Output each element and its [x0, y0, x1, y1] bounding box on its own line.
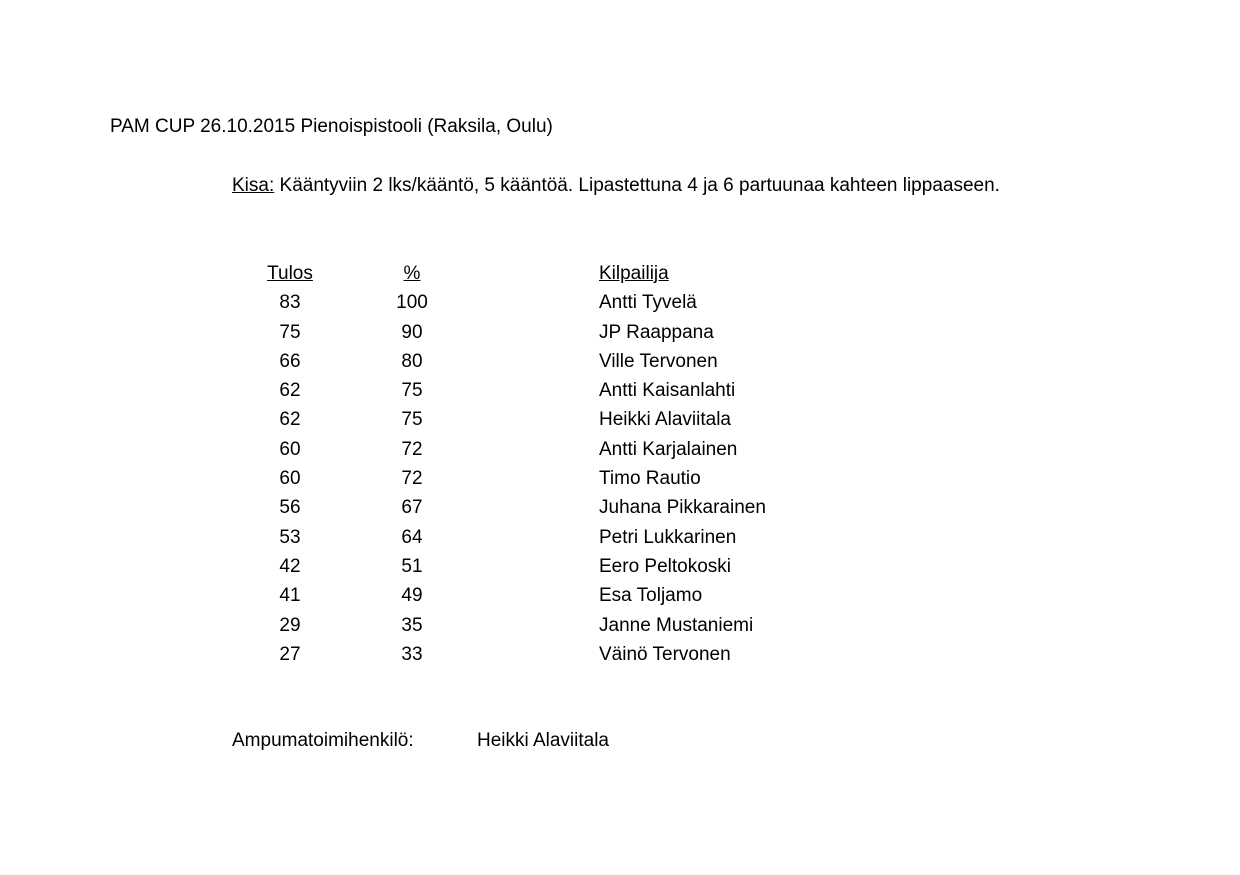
competitor-name-cell: Antti Karjalainen	[599, 438, 738, 460]
score-cell: 60	[279, 438, 301, 460]
competitor-name-cell: Timo Rautio	[599, 468, 701, 490]
score-cell: 83	[279, 292, 301, 314]
competitor-name-cell: Antti Tyvelä	[599, 292, 697, 314]
score-cell: 75	[279, 321, 301, 343]
competitor-name-cell: Janne Mustaniemi	[599, 614, 754, 636]
score-cell: 27	[279, 643, 301, 665]
competitor-name-cell: Heikki Alaviitala	[599, 409, 731, 431]
percent-cell: 49	[401, 585, 423, 607]
percent-cell: 75	[401, 380, 423, 402]
official-name: Heikki Alaviitala	[477, 730, 609, 751]
score-cell: 41	[279, 585, 301, 607]
score-cell: 66	[279, 350, 301, 372]
percent-cell: 72	[401, 438, 423, 460]
competition-description	[232, 175, 1000, 197]
score-cell: 42	[279, 555, 301, 577]
percent-cell: 100	[396, 292, 428, 314]
competitor-name-cell: JP Raappana	[599, 321, 714, 343]
percent-cell: 33	[401, 643, 423, 665]
percent-cell: 35	[401, 614, 423, 636]
header-score: Tulos	[267, 263, 313, 284]
percent-cell: 64	[401, 526, 423, 548]
percent-cell: 75	[401, 409, 423, 431]
header-competitor: Kilpailija	[599, 263, 669, 284]
footer	[232, 730, 609, 752]
competitor-name-cell: Eero Peltokoski	[599, 555, 732, 577]
score-cell: 29	[279, 614, 301, 636]
official-label: Ampumatoimihenkilö:	[232, 730, 414, 751]
competitor-name-cell: Väinö Tervonen	[599, 643, 731, 665]
percent-cell: 90	[401, 321, 423, 343]
description-label: Kisa:	[232, 175, 275, 196]
score-cell: 62	[279, 409, 301, 431]
percent-cell: 51	[401, 555, 423, 577]
score-cell: 56	[279, 497, 301, 519]
header-percent: %	[403, 263, 421, 284]
page-title: PAM CUP 26.10.2015 Pienoispistooli (Raksila, Oulu)	[110, 116, 553, 137]
score-cell: 53	[279, 526, 301, 548]
competitor-name-cell: Petri Lukkarinen	[599, 526, 737, 548]
percent-cell: 67	[401, 497, 423, 519]
competitor-name-cell: Antti Kaisanlahti	[599, 380, 736, 402]
description-text: Kääntyviin 2 lks/kääntö, 5 kääntöä. Lipastettuna 4 ja 6 partuunaa kahteen lippaaseen.	[274, 175, 1000, 196]
competitor-name-cell: Ville Tervonen	[599, 350, 718, 372]
percent-cell: 72	[401, 468, 423, 490]
score-cell: 62	[279, 380, 301, 402]
competitor-name-cell: Juhana Pikkarainen	[599, 497, 766, 519]
score-cell: 60	[279, 468, 301, 490]
competitor-name-cell: Esa Toljamo	[599, 585, 703, 607]
percent-cell: 80	[401, 350, 423, 372]
